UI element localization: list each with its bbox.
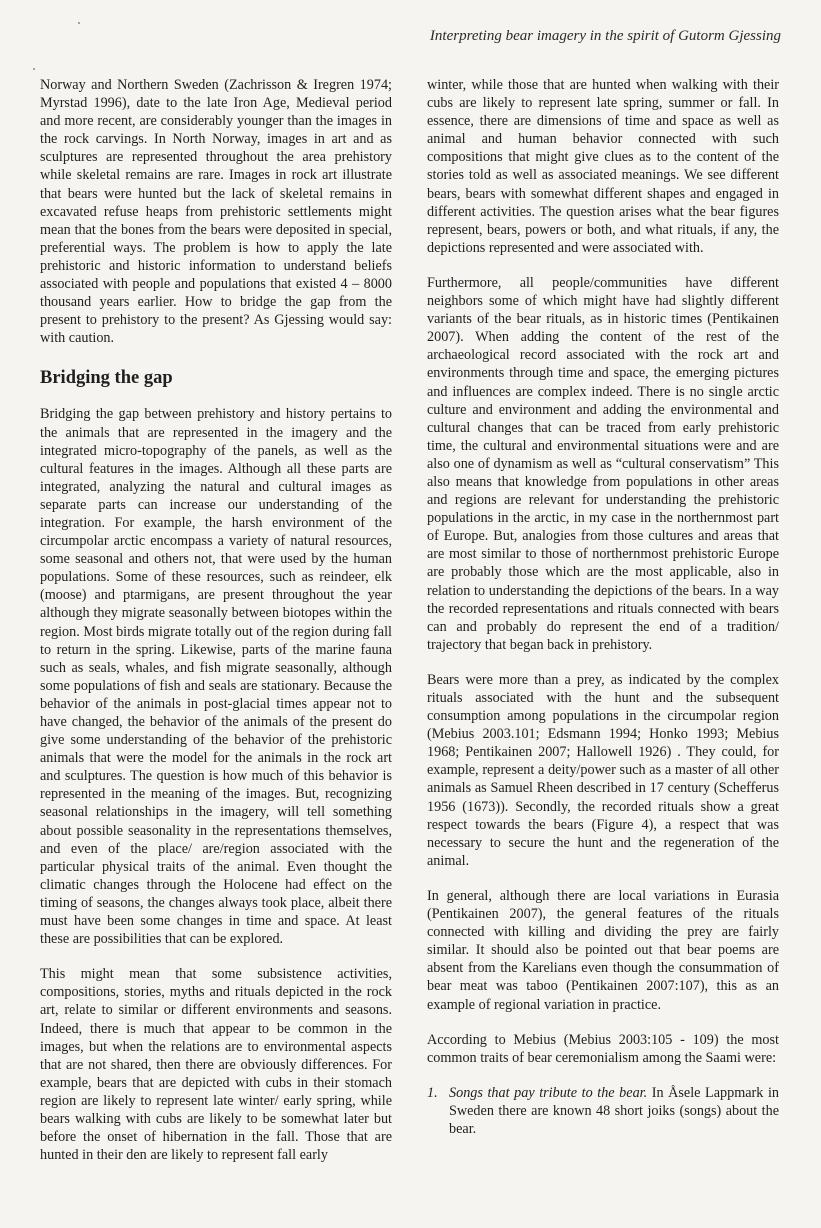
list-item-number: 1. <box>427 1084 438 1101</box>
scan-speck <box>33 68 35 70</box>
left-column <box>40 76 392 1181</box>
running-header: Interpreting bear imagery in the spirit of Gutorm Gjessing <box>429 28 781 44</box>
paragraph: Furthermore, all people/communities have different neighbors some of which might have had slightly different variants of the bear rituals, as in historic times (Pentikainen 2007). When adding the content of the rest of the archaeological record associated with the rock art and environments through time and space, the emerging pictures and influences are complex indeed. There is no single arctic culture and environment and adding the environmental and cultural changes that can be traced from early prehistoric time, the cultural and environmental situations were and are also one of dynamism as well as “cultural conservatism” This also means that knowledge from populations in other areas and regions are relevant for understanding the prehistoric populations in the arctic, in my case in the northernmost part of Europe. But, analogies from those cultures and areas that are most similar to those of northernmost prehistoric Europe are probably those which are the most applicable, also in relation to understanding the depictions of the bears. In a way the recorded representations and rituals connected with bears can and probably do represent the end of a tradition/ trajectory that began back in prehistory. <box>427 274 779 653</box>
paragraph: Bridging the gap between prehistory and history pertains to the animals that are represented in the imagery and the integrated micro-topography of the panels, as well as the cultural features in the images. Although all these parts are integrated, analyzing the natural and cultural images as separate parts can increase our understanding of the integration. For example, the harsh environment of the circumpolar arctic encompass a variety of natural resources, some seasonal and others not, that were used by the human populations. Some of these resources, such as reindeer, elk (moose) and ptarmigans, are present throughout the year although they migrate seasonally between biotopes within the region. Most birds migrate totally out of the region during fall to return in the spring. Likewise, parts of the marine fauna such as seals, whales, and fish migrate seasonally, although some populations of fish and seals are stationary. Because the behavior of the animals in post-glacial times appear not to have changed, the behavior of the animals of the present do give some understanding of the behavior of the prehistoric animals that were the model for the animals in the rock art and sculptures. The question is how much of this behavior is represented in the meaning of the images. But, recognizing seasonal relationships in the imagery, will tell something about possible seasonality in the representations themselves, and even of the place/ are/region associated with the particular physical traits of the animal. Even thought the climatic changes through the Holocene had effect on the timing of seasons, the changes always took place, albeit there must have been some changes in time and space. At least these are possibilities that can be explored. <box>40 406 392 948</box>
paragraph: Norway and Northern Sweden (Zachrisson & Iregren 1974; Myrstad 1996), date to the late Iron Age, Medieval period and more recent, are considerably younger than the images in the rock carvings. In North Norway, images in art and as sculptures are represented throughout the area prehistory while skeletal remains are rare. Images in rock art illustrate that bears were hunted but the lack of skeletal remains in excavated refuse heaps from prehistoric settlements might mean that the bones from the bears were deposited in special, preferential ways. The problem is how to apply the late prehistoric and historic information to understand beliefs associated with people and populations that existed 4 – 8000 thousand years earlier. How to bridge the gap from the present to prehistory to the present? As Gjessing would say: with caution. <box>40 77 392 347</box>
scan-speck <box>78 22 80 24</box>
paragraph: This might mean that some subsistence activities, compositions, stories, myths and rituals depicted in the rock art, relate to similar or different environments and seasons. Indeed, there is much that appear to be common in the images, but when the relations are to environmental aspects that are not shared, then there are obviously differences. For example, bears that are depicted with cubs in their stomach region are likely to represent late winter/ early spring, while bears walking with cubs are likely to be somewhat later but before the onset of hibernation in the fall. Those that are hunted in their den are likely to represent fall early <box>40 966 392 1164</box>
paragraph: According to Mebius (Mebius 2003:105 - 109) the most common traits of bear ceremonialism among the Saami were: <box>427 1031 779 1066</box>
paragraph: Bears were more than a prey, as indicated by the complex rituals associated with the hunt and the subsequent consumption among populations in the circumpolar region (Mebius 2003.101; Edsmann 1994; Honko 1993; Mebius 1968; Pentikainen 2007; Hallowell 1926) . They could, for example, represent a deity/power such as a master of all other animals as Samuel Rheen described in 17 century (Schefferus 1956 (1673)). Secondly, the recorded rituals show a great respect towards the bears (Figure 4), a respect that was necessary to secure the hunt and the regeneration of the animal. <box>427 671 779 869</box>
paragraph: winter, while those that are hunted when walking with their cubs are likely to represent late spring, summer or fall. In essence, there are dimensions of time and space as well as animal and human behavior connected with such compositions that might give clues as to the content of the stories told as well as associated meanings. We see different bears, bears with somewhat different shapes and engaged in different activities. The question arises what the bear figures represent, bears, powers or both, and what rituals, if any, the depictions represented and were associated with. <box>427 77 779 256</box>
list-item-body <box>449 1084 779 1138</box>
list-item <box>427 1084 779 1138</box>
section-heading: Bridging the gap <box>40 368 173 389</box>
right-column <box>427 76 779 1138</box>
list-item-text: In Åsele Lappmark in Sweden there are known 48 short joiks (songs) about the bear. <box>449 1084 779 1137</box>
paragraph: In general, although there are local variations in Eurasia (Pentikainen 2007), the general features of the rituals connected with killing and dividing the prey are fairly similar. It should also be pointed out that bear poems are absent from the Karelians even though the consummation of bear meat was taboo (Pentikainen 2007:107), this as an example of regional variation in practice. <box>427 887 779 1013</box>
list-item-title: Songs that pay tribute to the bear. <box>449 1084 648 1101</box>
ritual-traits-list <box>427 1084 779 1138</box>
